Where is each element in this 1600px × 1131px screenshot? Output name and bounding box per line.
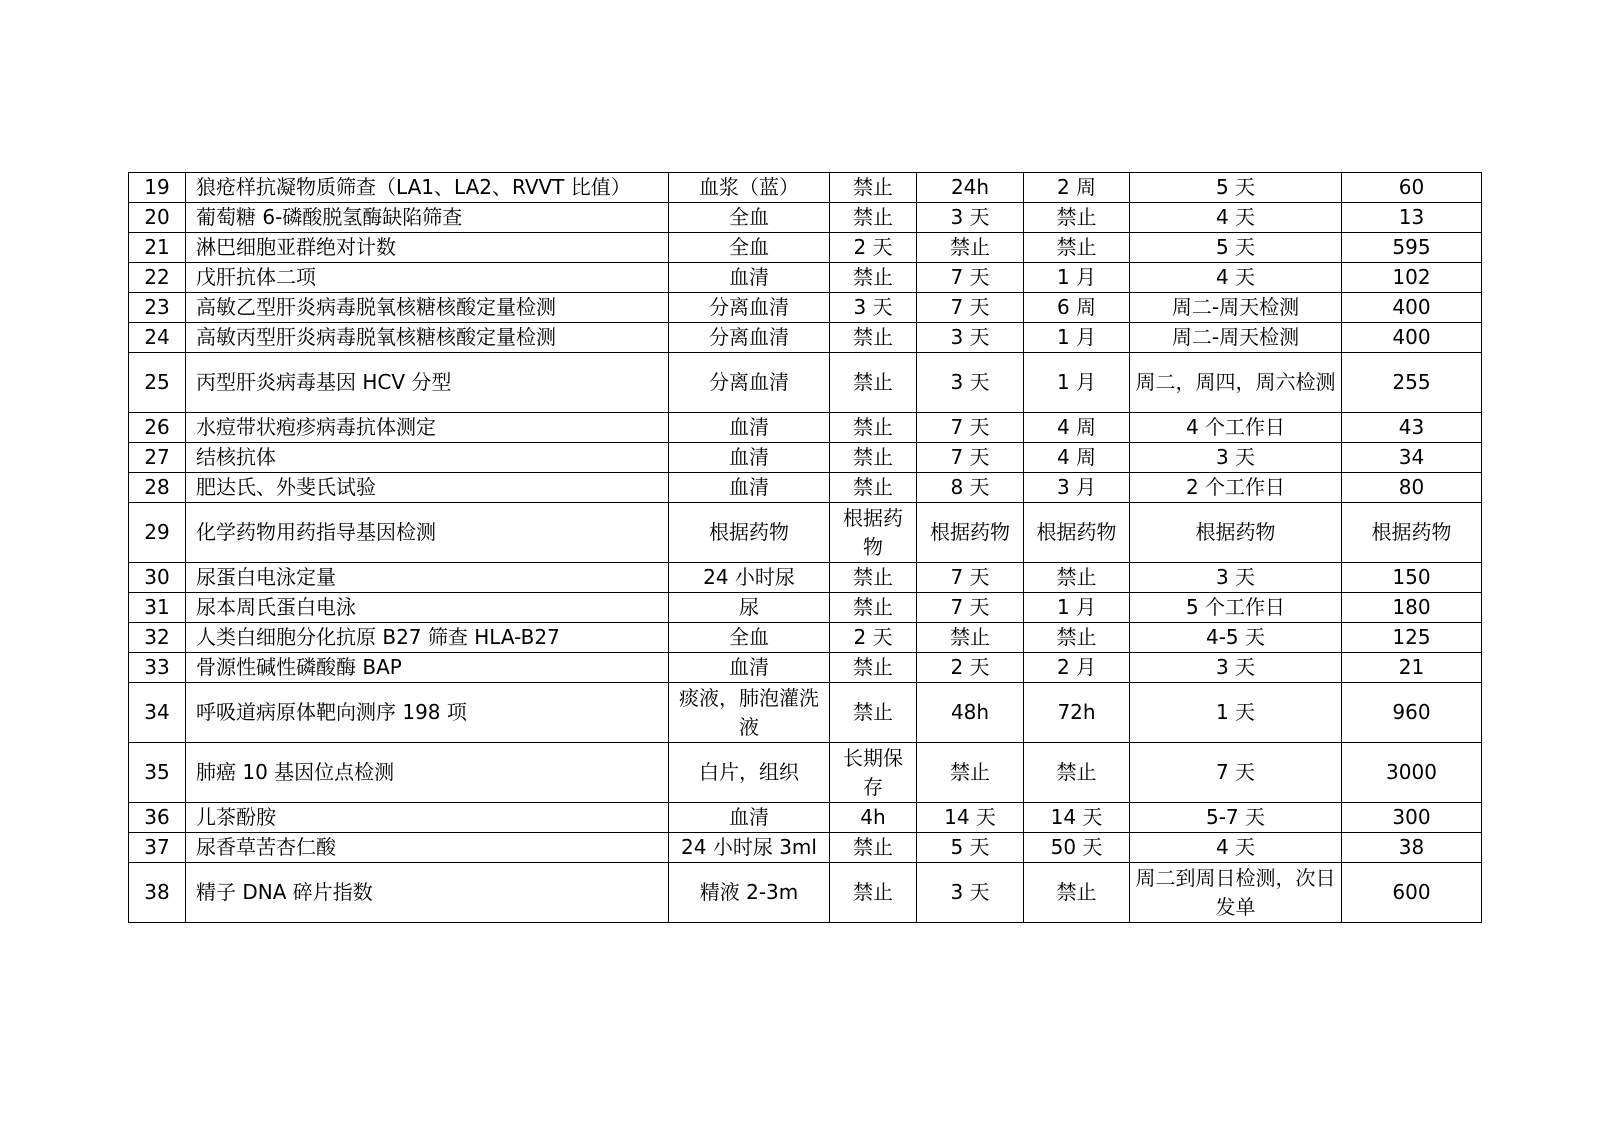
cell-frozen: 禁止	[1024, 743, 1130, 803]
cell-price: 125	[1342, 623, 1482, 653]
cell-test-name: 葡萄糖 6-磷酸脱氢酶缺陷筛查	[186, 203, 669, 233]
cell-test-name: 精子 DNA 碎片指数	[186, 863, 669, 923]
cell-test-name: 狼疮样抗凝物质筛查（LA1、LA2、RVVT 比值）	[186, 173, 669, 203]
cell-room-temp: 长期保存	[830, 743, 917, 803]
cell-report-time: 5 天	[1130, 173, 1342, 203]
cell-room-temp: 禁止	[830, 833, 917, 863]
cell-frozen: 3 月	[1024, 473, 1130, 503]
cell-refrigerated: 3 天	[917, 203, 1024, 233]
cell-refrigerated: 3 天	[917, 863, 1024, 923]
cell-frozen: 根据药物	[1024, 503, 1130, 563]
cell-price: 255	[1342, 353, 1482, 413]
table-row	[129, 293, 1482, 323]
cell-room-temp: 禁止	[830, 413, 917, 443]
cell-report-time: 根据药物	[1130, 503, 1342, 563]
cell-test-name: 尿香草苦杏仁酸	[186, 833, 669, 863]
cell-refrigerated: 禁止	[917, 233, 1024, 263]
cell-frozen: 禁止	[1024, 863, 1130, 923]
cell-price: 43	[1342, 413, 1482, 443]
cell-room-temp: 2 天	[830, 233, 917, 263]
cell-test-name: 结核抗体	[186, 443, 669, 473]
cell-frozen: 4 周	[1024, 413, 1130, 443]
cell-sample-type: 血清	[669, 803, 830, 833]
cell-test-name: 尿蛋白电泳定量	[186, 563, 669, 593]
cell-refrigerated: 48h	[917, 683, 1024, 743]
cell-test-name: 尿本周氏蛋白电泳	[186, 593, 669, 623]
cell-number: 20	[129, 203, 186, 233]
cell-sample-type: 分离血清	[669, 293, 830, 323]
cell-frozen: 2 月	[1024, 653, 1130, 683]
cell-price: 38	[1342, 833, 1482, 863]
cell-room-temp: 禁止	[830, 593, 917, 623]
cell-report-time: 周二-周天检测	[1130, 323, 1342, 353]
cell-number: 32	[129, 623, 186, 653]
cell-test-name: 儿茶酚胺	[186, 803, 669, 833]
cell-frozen: 72h	[1024, 683, 1130, 743]
cell-room-temp: 禁止	[830, 653, 917, 683]
cell-sample-type: 血清	[669, 653, 830, 683]
cell-price: 300	[1342, 803, 1482, 833]
table-row	[129, 653, 1482, 683]
cell-frozen: 14 天	[1024, 803, 1130, 833]
cell-refrigerated: 7 天	[917, 263, 1024, 293]
cell-refrigerated: 禁止	[917, 623, 1024, 653]
cell-refrigerated: 2 天	[917, 653, 1024, 683]
table-row	[129, 833, 1482, 863]
cell-room-temp: 禁止	[830, 863, 917, 923]
cell-price: 34	[1342, 443, 1482, 473]
cell-report-time: 1 天	[1130, 683, 1342, 743]
cell-price: 21	[1342, 653, 1482, 683]
cell-room-temp: 禁止	[830, 563, 917, 593]
table-row	[129, 203, 1482, 233]
cell-sample-type: 全血	[669, 623, 830, 653]
cell-number: 31	[129, 593, 186, 623]
table-row	[129, 473, 1482, 503]
table-row	[129, 743, 1482, 803]
cell-test-name: 高敏丙型肝炎病毒脱氧核糖核酸定量检测	[186, 323, 669, 353]
cell-refrigerated: 根据药物	[917, 503, 1024, 563]
cell-report-time: 4-5 天	[1130, 623, 1342, 653]
cell-refrigerated: 7 天	[917, 443, 1024, 473]
cell-test-name: 肥达氏、外斐氏试验	[186, 473, 669, 503]
cell-number: 24	[129, 323, 186, 353]
cell-report-time: 7 天	[1130, 743, 1342, 803]
cell-number: 23	[129, 293, 186, 323]
cell-test-name: 高敏乙型肝炎病毒脱氧核糖核酸定量检测	[186, 293, 669, 323]
cell-sample-type: 血清	[669, 473, 830, 503]
cell-sample-type: 全血	[669, 233, 830, 263]
cell-sample-type: 全血	[669, 203, 830, 233]
cell-test-name: 肺癌 10 基因位点检测	[186, 743, 669, 803]
cell-sample-type: 痰液，肺泡灌洗液	[669, 683, 830, 743]
cell-frozen: 1 月	[1024, 323, 1130, 353]
cell-frozen: 4 周	[1024, 443, 1130, 473]
cell-frozen: 1 月	[1024, 263, 1130, 293]
cell-sample-type: 白片，组织	[669, 743, 830, 803]
cell-room-temp: 禁止	[830, 443, 917, 473]
cell-report-time: 4 天	[1130, 203, 1342, 233]
cell-refrigerated: 3 天	[917, 353, 1024, 413]
cell-test-name: 戊肝抗体二项	[186, 263, 669, 293]
table-row	[129, 413, 1482, 443]
cell-report-time: 周二到周日检测，次日发单	[1130, 863, 1342, 923]
cell-refrigerated: 7 天	[917, 563, 1024, 593]
cell-sample-type: 24 小时尿 3ml	[669, 833, 830, 863]
cell-price: 80	[1342, 473, 1482, 503]
cell-report-time: 3 天	[1130, 443, 1342, 473]
cell-frozen: 禁止	[1024, 563, 1130, 593]
table-row	[129, 263, 1482, 293]
cell-test-name: 丙型肝炎病毒基因 HCV 分型	[186, 353, 669, 413]
table-body	[129, 173, 1482, 923]
cell-refrigerated: 禁止	[917, 743, 1024, 803]
cell-frozen: 禁止	[1024, 623, 1130, 653]
cell-refrigerated: 14 天	[917, 803, 1024, 833]
cell-number: 35	[129, 743, 186, 803]
cell-refrigerated: 7 天	[917, 293, 1024, 323]
cell-report-time: 周二，周四，周六检测	[1130, 353, 1342, 413]
cell-report-time: 2 个工作日	[1130, 473, 1342, 503]
cell-price: 3000	[1342, 743, 1482, 803]
cell-price: 150	[1342, 563, 1482, 593]
cell-test-name: 骨源性碱性磷酸酶 BAP	[186, 653, 669, 683]
cell-price: 400	[1342, 323, 1482, 353]
cell-number: 19	[129, 173, 186, 203]
cell-room-temp: 禁止	[830, 683, 917, 743]
cell-number: 28	[129, 473, 186, 503]
cell-sample-type: 分离血清	[669, 323, 830, 353]
cell-room-temp: 禁止	[830, 173, 917, 203]
cell-number: 25	[129, 353, 186, 413]
cell-report-time: 5 个工作日	[1130, 593, 1342, 623]
cell-price: 60	[1342, 173, 1482, 203]
cell-number: 27	[129, 443, 186, 473]
table-row	[129, 173, 1482, 203]
cell-report-time: 5-7 天	[1130, 803, 1342, 833]
table-row	[129, 683, 1482, 743]
cell-room-temp: 3 天	[830, 293, 917, 323]
cell-frozen: 禁止	[1024, 233, 1130, 263]
cell-room-temp: 禁止	[830, 473, 917, 503]
cell-sample-type: 血清	[669, 413, 830, 443]
table-row	[129, 623, 1482, 653]
cell-report-time: 3 天	[1130, 653, 1342, 683]
cell-report-time: 4 天	[1130, 263, 1342, 293]
cell-frozen: 1 月	[1024, 353, 1130, 413]
cell-sample-type: 精液 2-3m	[669, 863, 830, 923]
cell-price: 600	[1342, 863, 1482, 923]
cell-refrigerated: 3 天	[917, 323, 1024, 353]
cell-number: 34	[129, 683, 186, 743]
cell-frozen: 6 周	[1024, 293, 1130, 323]
cell-test-name: 水痘带状疱疹病毒抗体测定	[186, 413, 669, 443]
table-row	[129, 353, 1482, 413]
cell-report-time: 周二-周天检测	[1130, 293, 1342, 323]
table-row	[129, 443, 1482, 473]
cell-sample-type: 根据药物	[669, 503, 830, 563]
cell-frozen: 50 天	[1024, 833, 1130, 863]
cell-report-time: 3 天	[1130, 563, 1342, 593]
cell-refrigerated: 7 天	[917, 413, 1024, 443]
table-row	[129, 323, 1482, 353]
cell-refrigerated: 7 天	[917, 593, 1024, 623]
test-items-table	[128, 172, 1482, 923]
cell-price: 根据药物	[1342, 503, 1482, 563]
cell-sample-type: 血清	[669, 263, 830, 293]
cell-test-name: 淋巴细胞亚群绝对计数	[186, 233, 669, 263]
cell-room-temp: 4h	[830, 803, 917, 833]
cell-frozen: 2 周	[1024, 173, 1130, 203]
cell-number: 33	[129, 653, 186, 683]
cell-report-time: 4 个工作日	[1130, 413, 1342, 443]
cell-sample-type: 血清	[669, 443, 830, 473]
cell-refrigerated: 8 天	[917, 473, 1024, 503]
table-row	[129, 563, 1482, 593]
cell-refrigerated: 24h	[917, 173, 1024, 203]
cell-frozen: 1 月	[1024, 593, 1130, 623]
table-row	[129, 593, 1482, 623]
cell-test-name: 人类白细胞分化抗原 B27 筛查 HLA-B27	[186, 623, 669, 653]
cell-frozen: 禁止	[1024, 203, 1130, 233]
cell-number: 22	[129, 263, 186, 293]
cell-test-name: 呼吸道病原体靶向测序 198 项	[186, 683, 669, 743]
cell-price: 102	[1342, 263, 1482, 293]
cell-report-time: 4 天	[1130, 833, 1342, 863]
cell-price: 180	[1342, 593, 1482, 623]
cell-room-temp: 禁止	[830, 203, 917, 233]
cell-test-name: 化学药物用药指导基因检测	[186, 503, 669, 563]
cell-room-temp: 禁止	[830, 263, 917, 293]
cell-room-temp: 禁止	[830, 323, 917, 353]
table-row	[129, 803, 1482, 833]
cell-number: 38	[129, 863, 186, 923]
table-row	[129, 503, 1482, 563]
cell-number: 36	[129, 803, 186, 833]
cell-price: 13	[1342, 203, 1482, 233]
cell-sample-type: 血浆（蓝）	[669, 173, 830, 203]
cell-sample-type: 尿	[669, 593, 830, 623]
cell-room-temp: 禁止	[830, 353, 917, 413]
cell-number: 37	[129, 833, 186, 863]
cell-room-temp: 根据药物	[830, 503, 917, 563]
cell-number: 30	[129, 563, 186, 593]
cell-sample-type: 24 小时尿	[669, 563, 830, 593]
cell-room-temp: 2 天	[830, 623, 917, 653]
table-row	[129, 233, 1482, 263]
cell-sample-type: 分离血清	[669, 353, 830, 413]
cell-refrigerated: 5 天	[917, 833, 1024, 863]
cell-number: 26	[129, 413, 186, 443]
cell-number: 29	[129, 503, 186, 563]
cell-price: 400	[1342, 293, 1482, 323]
cell-price: 595	[1342, 233, 1482, 263]
cell-report-time: 5 天	[1130, 233, 1342, 263]
cell-price: 960	[1342, 683, 1482, 743]
cell-number: 21	[129, 233, 186, 263]
table-row	[129, 863, 1482, 923]
